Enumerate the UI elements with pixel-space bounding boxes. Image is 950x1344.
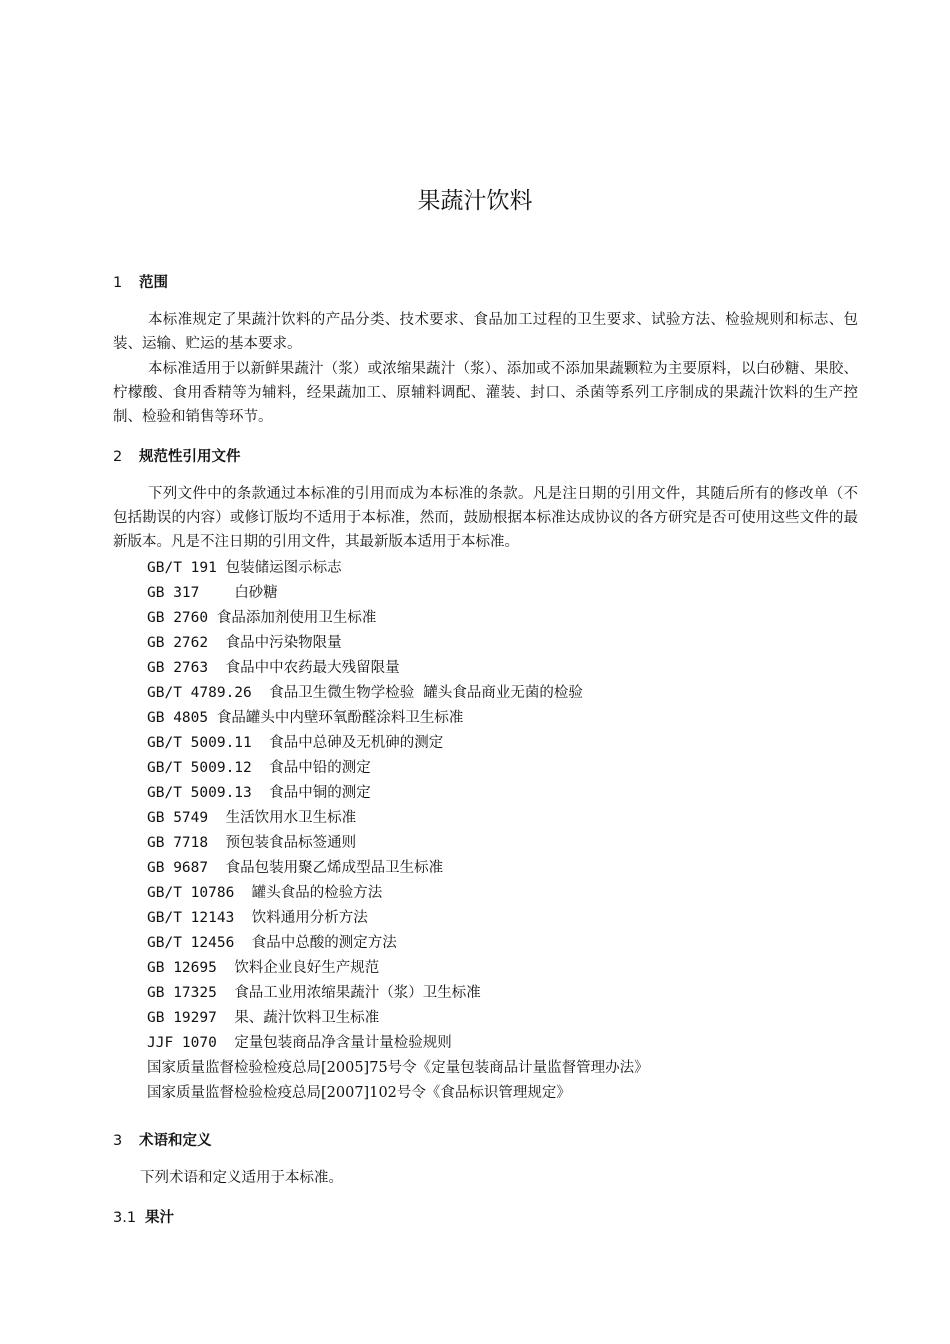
reference-item: GB/T 5009.12 食品中铅的测定 — [147, 760, 371, 776]
section-3-number: 3 — [113, 1133, 123, 1149]
reference-item: GB 17325 食品工业用浓缩果蔬汁（浆）卫生标准 — [147, 985, 481, 1001]
reference-item: GB 5749 生活饮用水卫生标准 — [147, 810, 357, 826]
reference-item: GB/T 5009.11 食品中总砷及无机砷的测定 — [147, 735, 444, 751]
reference-item: GB 19297 果、蔬汁饮料卫生标准 — [147, 1010, 380, 1026]
reference-item: GB 4805 食品罐头中内壁环氧酚醛涂料卫生标准 — [147, 710, 464, 726]
reference-item: GB 12695 饮料企业良好生产规范 — [147, 960, 380, 976]
document-title: 果蔬汁饮料 — [417, 188, 533, 214]
reference-item: GB 2760 食品添加剂使用卫生标准 — [147, 610, 377, 626]
normative-references-list — [147, 556, 649, 1106]
reference-item: GB/T 4789.26 食品卫生微生物学检验 罐头食品商业无菌的检验 — [147, 685, 583, 701]
reference-item: GB/T 12143 饮料通用分析方法 — [147, 910, 368, 926]
reference-item: GB 317 白砂糖 — [147, 585, 278, 601]
section-3-heading — [113, 1130, 212, 1152]
section-2-number: 2 — [113, 449, 123, 465]
section-2-title: 规范性引用文件 — [139, 449, 241, 465]
reference-item: 国家质量监督检验检疫总局[2005]75号令《定量包装商品计量监督管理办法》 — [147, 1060, 649, 1076]
reference-item: GB/T 191 包装储运图示标志 — [147, 560, 342, 576]
reference-item: GB 7718 预包装食品标签通则 — [147, 835, 357, 851]
section-3-title: 术语和定义 — [139, 1133, 212, 1149]
section-2-heading — [113, 446, 241, 468]
section-2-paragraph-1: 下列文件中的条款通过本标准的引用而成为本标准的条款。凡是注日期的引用文件，其随后所有的修改单（不包括勘误的内容）或修订版均不适用于本标准，然而，鼓励根据本标准达成协议的各方研究是否可使用这些文件的最新版本。凡是不注日期的引用文件，其最新版本适用于本标准。 — [113, 486, 858, 550]
section-1-paragraph-1: 本标准规定了果蔬汁饮料的产品分类、技术要求、食品加工过程的卫生要求、试验方法、检验规则和标志、包装、运输、贮运的基本要求。 — [113, 312, 858, 352]
section-1-heading — [113, 272, 168, 294]
reference-item: GB 9687 食品包装用聚乙烯成型品卫生标准 — [147, 860, 444, 876]
section-3-1-number: 3.1 — [113, 1210, 137, 1226]
reference-item: 国家质量监督检验检疫总局[2007]102号令《食品标识管理规定》 — [147, 1085, 571, 1101]
reference-item: GB/T 12456 食品中总酸的测定方法 — [147, 935, 397, 951]
section-1-title: 范围 — [139, 275, 168, 291]
section-3-1-heading — [113, 1207, 174, 1229]
reference-item: GB/T 10786 罐头食品的检验方法 — [147, 885, 383, 901]
reference-item: JJF 1070 定量包装商品净含量计量检验规则 — [147, 1035, 452, 1051]
section-3-paragraph-1: 下列术语和定义适用于本标准。 — [140, 1170, 343, 1186]
reference-item: GB 2763 食品中中农药最大残留限量 — [147, 660, 400, 676]
reference-item: GB 2762 食品中污染物限量 — [147, 635, 342, 651]
section-3-1-title: 果汁 — [145, 1210, 174, 1226]
section-1-number: 1 — [113, 275, 123, 291]
section-1-paragraph-2: 本标准适用于以新鲜果蔬汁（浆）或浓缩果蔬汁（浆）、添加或不添加果蔬颗粒为主要原料，以白砂糖、果胶、柠檬酸、食用香精等为辅料，经果蔬加工、原辅料调配、灌装、封口、杀菌等系列工序制成的果蔬汁饮料的生产控制、检验和销售等环节。 — [113, 361, 858, 425]
reference-item: GB/T 5009.13 食品中铜的测定 — [147, 785, 371, 801]
